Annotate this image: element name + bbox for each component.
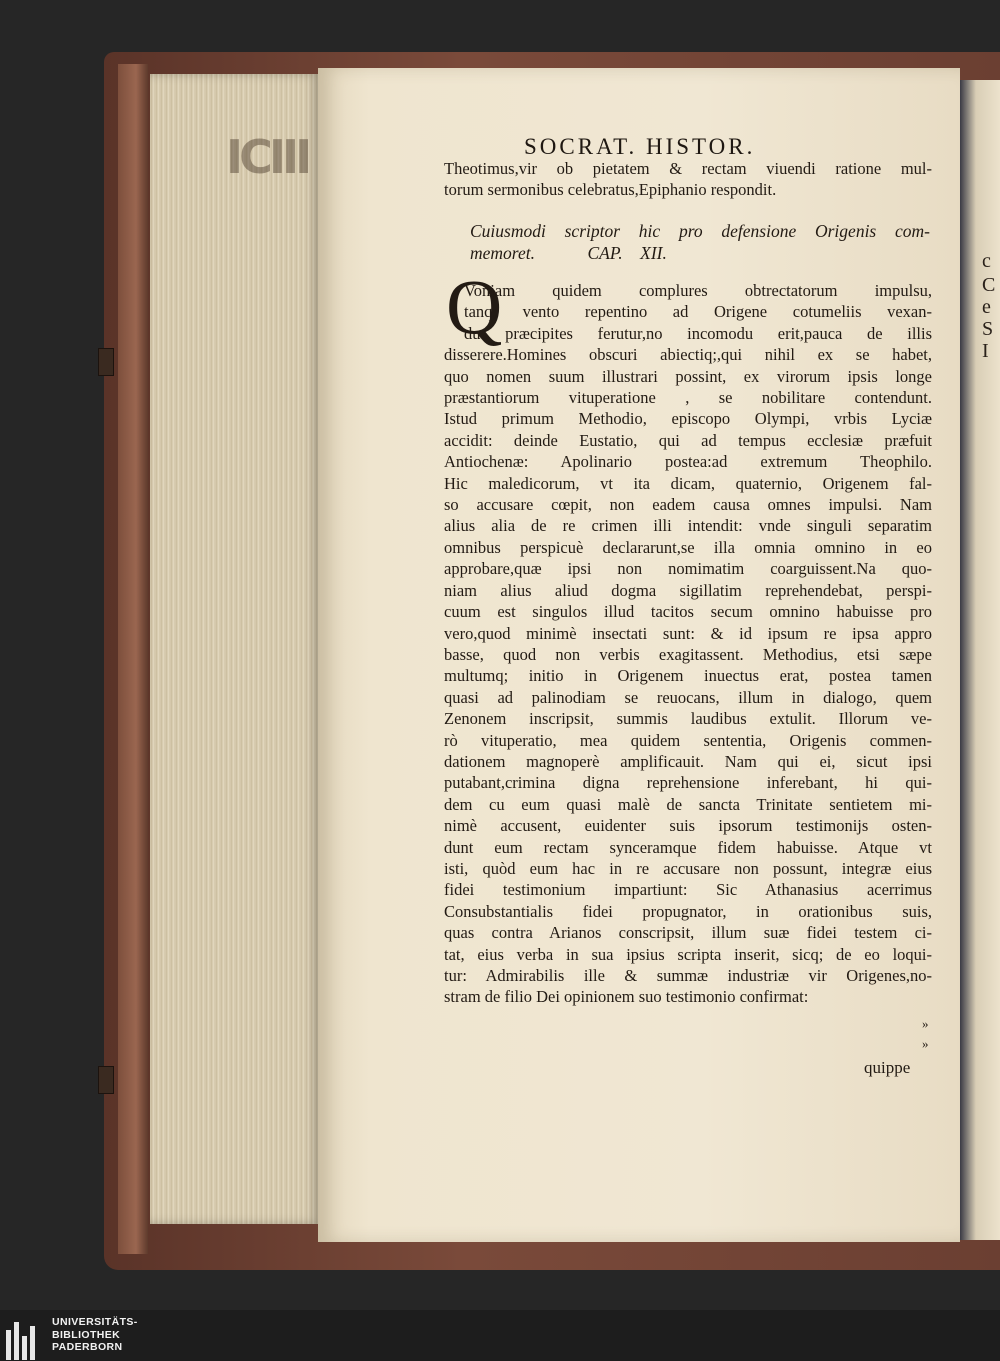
margin-mark: »: [922, 1016, 929, 1031]
body-line: Hic maledicorum, vt ita dicam, quaternio, Origenem fal-: [444, 473, 932, 493]
body-line: tanq; vento repentino ad Origene cotumeliis vexan-: [464, 302, 932, 322]
body-line: so accusare cœpit, non eadem causa omnes impulsi. Nam: [444, 495, 932, 515]
body-line: Istud primum Methodio, episcopo Olympi, vrbis Lyciæ: [444, 409, 932, 429]
body-line: rò vituperatio, mea quidem sententia, Origenis commen-: [444, 730, 932, 750]
body-line: quas contra Arianos conscripsit, illum suæ fidei testem ci-: [444, 923, 932, 943]
body-line: quo nomen suum illustrari possint, ex virorum ipsis longe: [444, 366, 932, 386]
intro-text: [444, 158, 932, 201]
body-line: multumq; initio in Origenem inuectus erat, postea tamen: [444, 666, 932, 686]
caption-line: memoret. CAP. XII.: [470, 243, 667, 263]
body-line: cuum est singulos illud tacitos secum omnino habuisse pro: [444, 602, 932, 622]
body-line: du præcipites ferutur,no incomodu erit,pauca de illis: [464, 323, 932, 343]
body-line: niam alius aliud dogma sigillatim reprehendebat, perspi-: [444, 580, 932, 600]
right-fragment: C: [982, 274, 996, 296]
body-line: fidei testimonium impartiunt: Sic Athanasius acerrimus: [444, 880, 932, 900]
right-fragment: c: [982, 250, 991, 272]
body-line: disserere.Homines obscuri abiectiq;,qui nihil ex se habet,: [444, 345, 932, 365]
body-line: isti, quòd eum hac in re accusare non possunt, integræ eius: [444, 858, 932, 878]
right-fragment: I: [982, 340, 989, 362]
library-footer: [0, 1310, 1000, 1361]
running-head: SOCRAT. HISTOR.: [524, 134, 756, 159]
body-line: alius alia de re crimen illi intendit: vnde singuli separatim: [444, 516, 932, 536]
catchword: quippe: [864, 1058, 911, 1077]
body-line: dationem magnoperè amplificauit. Nam qui ei, sicut ipsi: [444, 751, 932, 771]
page-block-edge: [150, 74, 320, 1224]
body-line: dunt eum rectam synceramque fidem habuisse. Atque vt: [444, 837, 932, 857]
edge-mark: ICIII: [226, 130, 309, 184]
body-line: dem cu eum quasi malè de sancta Trinitate sentietem mi-: [444, 794, 932, 814]
body-line: vero,quod minimè insectati sunt: & id ipsum re ipsa appro: [444, 623, 932, 643]
body-line: stram de filio Dei opinionem suo testimonio confirmat:: [444, 987, 809, 1007]
intro-line: Theotimus,vir ob pietatem & rectam viuendi ratione mul-: [444, 159, 932, 178]
body-line: tat, eius verba in sua ipsius scripta inserit, sicq; de eo loqui-: [444, 944, 932, 964]
body-line: tur: Admirabilis ille & summæ industriæ vir Origenes,no-: [444, 966, 932, 985]
intro-line: torum sermonibus celebratus,Epiphanio respondit.: [444, 180, 777, 200]
library-logo-icon: [6, 1320, 46, 1360]
cover-edge: [118, 64, 148, 1254]
body-line: præstantiorum vituperatione , se nobilitare contendunt.: [444, 388, 932, 408]
library-logo-text: UNIVERSITÄTS- BIBLIOTHEK PADERBORN: [52, 1316, 138, 1353]
right-fragment: e: [982, 296, 991, 318]
body-line: Voniam quidem complures obtrectatorum impulsu,: [464, 281, 932, 300]
body-line: omnibus perspicuè declararunt,se illa omnia omnino in eo: [444, 537, 932, 557]
drop-cap: Q: [446, 263, 503, 350]
right-page-edge: [960, 80, 1000, 1240]
chapter-caption: [470, 220, 930, 264]
body-text: [444, 280, 932, 1008]
caption-line: Cuiusmodi scriptor hic pro defensione Origenis com-: [470, 221, 930, 241]
clasp-top: [98, 348, 114, 376]
margin-mark: »: [922, 1036, 929, 1051]
body-line: quasi ad palinodiam se reuocans, illum in dialogo, quem: [444, 687, 932, 707]
body-line: nimè accusent, euidenter suis ipsorum testimonijs osten-: [444, 816, 932, 836]
body-line: accidit: deinde Eustatio, qui ad tempus ecclesiæ præfuit: [444, 430, 932, 450]
clasp-bottom: [98, 1066, 114, 1094]
body-line: Zenonem inscripsit, summis laudibus extulit. Illorum ve-: [444, 709, 932, 729]
body-line: basse, quod non verbis exagitassent. Methodius, etsi sæpe: [444, 644, 932, 664]
body-line: Consubstantialis fidei propugnator, in orationibus suis,: [444, 901, 932, 921]
body-line: approbare,quæ ipsi non nomimatim coarguissent.Na quo-: [444, 559, 932, 579]
body-line: putabant,crimina digna reprehensione inferebant, hi qui-: [444, 773, 932, 793]
body-line: Antiochenæ: Apolinario postea:ad extremum Theophilo.: [444, 452, 932, 472]
right-fragment: S: [982, 318, 994, 340]
